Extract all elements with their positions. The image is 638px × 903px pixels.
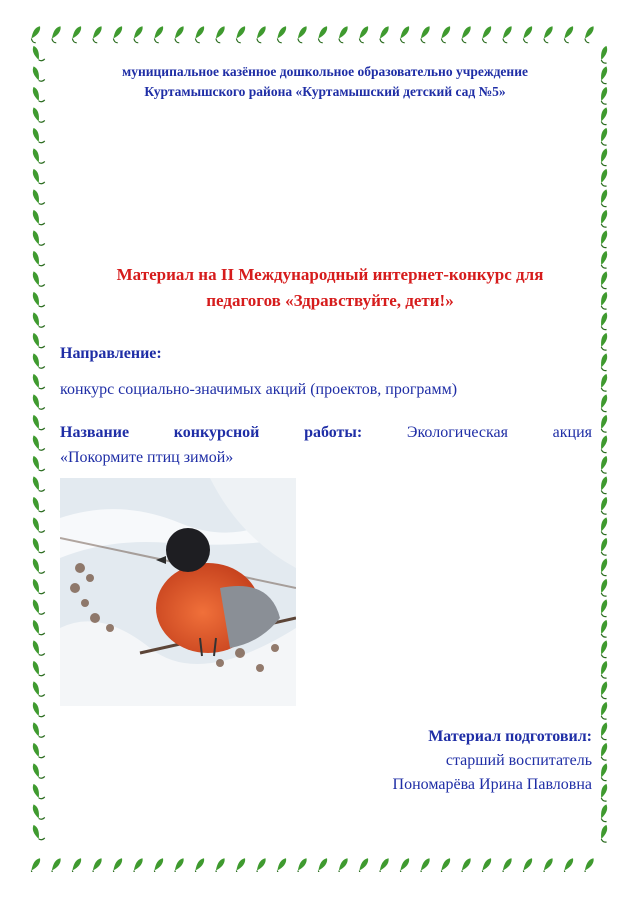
document-title — [80, 262, 580, 314]
title-line-2: педагогов «Здравствуйте, дети!» — [206, 291, 454, 310]
direction-label: Направление: — [60, 345, 162, 362]
work-name-word-5: акция — [552, 424, 592, 441]
signature-block — [393, 725, 592, 797]
signature-author: Пономарёва Ирина Павловна — [392, 776, 592, 793]
work-name-word-4: Экологическая — [406, 424, 508, 441]
bullfinch-photo — [60, 478, 296, 706]
direction-value: конкурс социально-значимых акций (проектов, программ) — [60, 381, 458, 398]
title-line-1: Материал на II Международный интернет-конкурс для — [116, 265, 544, 284]
signature-role: старший воспитатель — [445, 752, 592, 769]
work-name — [60, 420, 592, 470]
organization-header — [60, 62, 590, 102]
work-name-line-2: «Покормите птиц зимой» — [60, 449, 234, 466]
organization-line-2: Куртамышского района «Куртамышский детский сад №5» — [144, 84, 506, 99]
bullfinch-icon — [60, 478, 296, 706]
work-name-line-1 — [60, 420, 592, 445]
work-name-word-2: конкурсной — [173, 424, 260, 441]
signature-title: Материал подготовил: — [428, 728, 592, 745]
organization-line-1: муниципальное казённое дошкольное образовательно учреждение — [122, 64, 528, 79]
work-name-word-1: Название — [60, 424, 130, 441]
work-name-word-3: работы: — [304, 424, 363, 441]
